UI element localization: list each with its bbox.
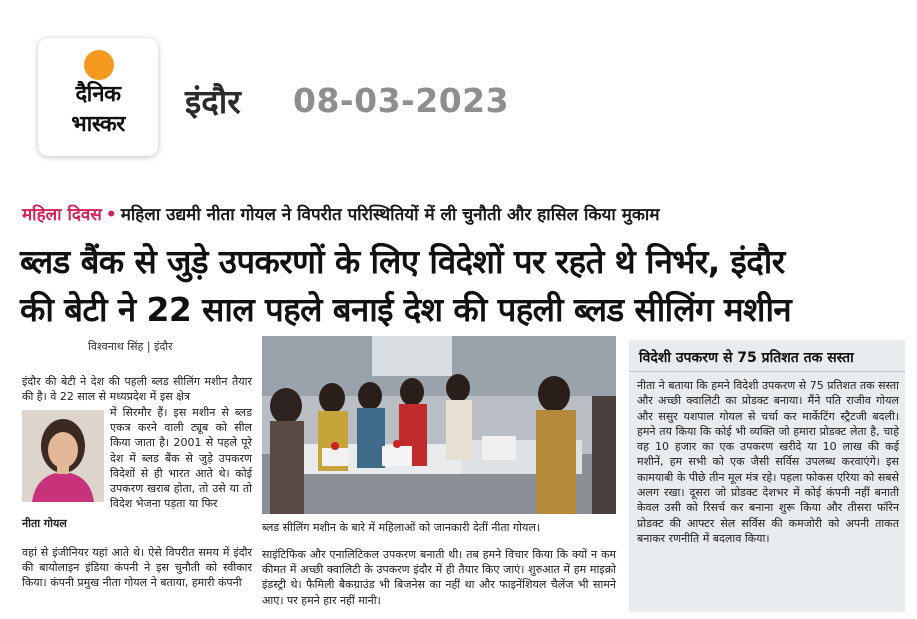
kicker-tag: महिला दिवस	[22, 205, 102, 225]
portrait-caption: नीता गोयल	[22, 517, 67, 530]
photo-caption: ब्लड सीलिंग मशीन के बारे में महिलाओं को जानकारी देतीं नीता गोयल।	[262, 521, 541, 534]
article-column-1-bottom: वहां से इंजीनियर यहां आते थे। ऐसे विपरीत समय में इंदौर की बायोलाइन इंडिया कंपनी ने इस चुनौती को स्वीकार किया। कंपनी प्रमुख नीता गोयल ने बताया, हमारी कंपनी	[22, 546, 252, 590]
headline-line-2: की बेटी ने 22 साल पहले बनाई देश की पहली ब्लड सीलिंग मशीन	[20, 290, 792, 329]
sun-icon	[84, 50, 114, 80]
kicker	[22, 202, 659, 225]
edition-date: 08-03-2023	[293, 81, 510, 120]
headline	[20, 238, 900, 334]
event-photo-illustration	[262, 336, 616, 514]
bullet-icon: •	[105, 205, 117, 225]
event-photo	[262, 336, 616, 514]
logo-text-line2: भास्कर	[71, 112, 125, 137]
edition-city: इंदौर	[185, 82, 241, 121]
newspaper-logo	[38, 38, 158, 156]
sidebar-text: नीता ने बताया कि हमने विदेशी उपकरण से 75 प्रतिशत तक सस्ता और अच्छी क्वालिटी का प्रोडक्ट बनाया। मैंने पति राजीव गोयल और ससुर यशपाल गोयल से चर्चा कर मार्केटिंग स्ट्रैटजी बदली। हमने तय किया कि कोई भी व्यक्ति जो हमारा प्रोडक्ट लेता है, चाहे वह 10 हजार का एक उपकरण खरीदे या 10 लाख की कई मशीनें, हम सभी को एक जैसी सर्विस उपलब्ध करवाएंगे। इस कामयाबी के पीछे तीन मूल मंत्र रहे। पहला फोकस एरिया को सबसे अलग रखा। दूसरा जो प्रोडक्ट देशभर में कोई कंपनी नहीं बनाती केवल उसी को रिसर्च कर बनाना शुरू किया और तीसरा फॉरेन प्रोडक्ट की आफ्टर सेल सर्विस की कमजोरी को अपनी ताकत बनाकर रणनीति में बदलाव किया।	[637, 379, 899, 545]
headline-line-1: ब्लड बैंक से जुड़े उपकरणों के लिए विदेशों पर रहते थे निर्भर, इंदौर	[20, 242, 785, 281]
logo-text-line1: दैनिक	[75, 82, 121, 107]
kicker-subhead: महिला उद्यमी नीता गोयल ने विपरीत परिस्थितियों में ली चुनौती और हासिल किया मुकाम	[120, 205, 660, 225]
article-column-1-top: इंदौर की बेटी ने देश की पहली ब्लड सीलिंग मशीन तैयार की है। वे 22 साल से मध्यप्रदेश में इस क्षेत्र	[22, 375, 252, 404]
portrait-photo	[22, 410, 104, 502]
article-column-1-wrap: में सिरमौर हैं। इस मशीन से ब्लड एकत्र करने वाली ट्यूब को सील किया जाता है। 2001 से पहले पूरे देश में ब्लड बैंक से जुड़े उपकरण विदेशों से ही भारत आते थे। कोई उपकरण खराब होता, तो उसे या तो विदेश भेजना पड़ता या फिर	[110, 406, 252, 511]
sidebar-heading: विदेशी उपकरण से 75 प्रतिशत तक सस्ता	[629, 340, 905, 372]
byline: विश्वनाथ सिंह | इंदौर	[88, 340, 173, 353]
portrait-illustration	[22, 410, 104, 502]
sidebar-box	[629, 340, 905, 612]
article-column-2: साइंटिफिक और एनालिटिकल उपकरण बनाती थी। तब हमने विचार किया कि क्यों न कम कीमत में अच्छी क्वालिटी के उपकरण इंदौर में ही तैयार किए जाएं। शुरुआत में हम माइक्रो इंडस्ट्री थे। फैमिली बैकग्राउंड भी बिजनेस का नहीं था और फाइनेंशियल चैलेंज भी सामने आए। पर हमने हार नहीं मानी।	[262, 548, 616, 607]
